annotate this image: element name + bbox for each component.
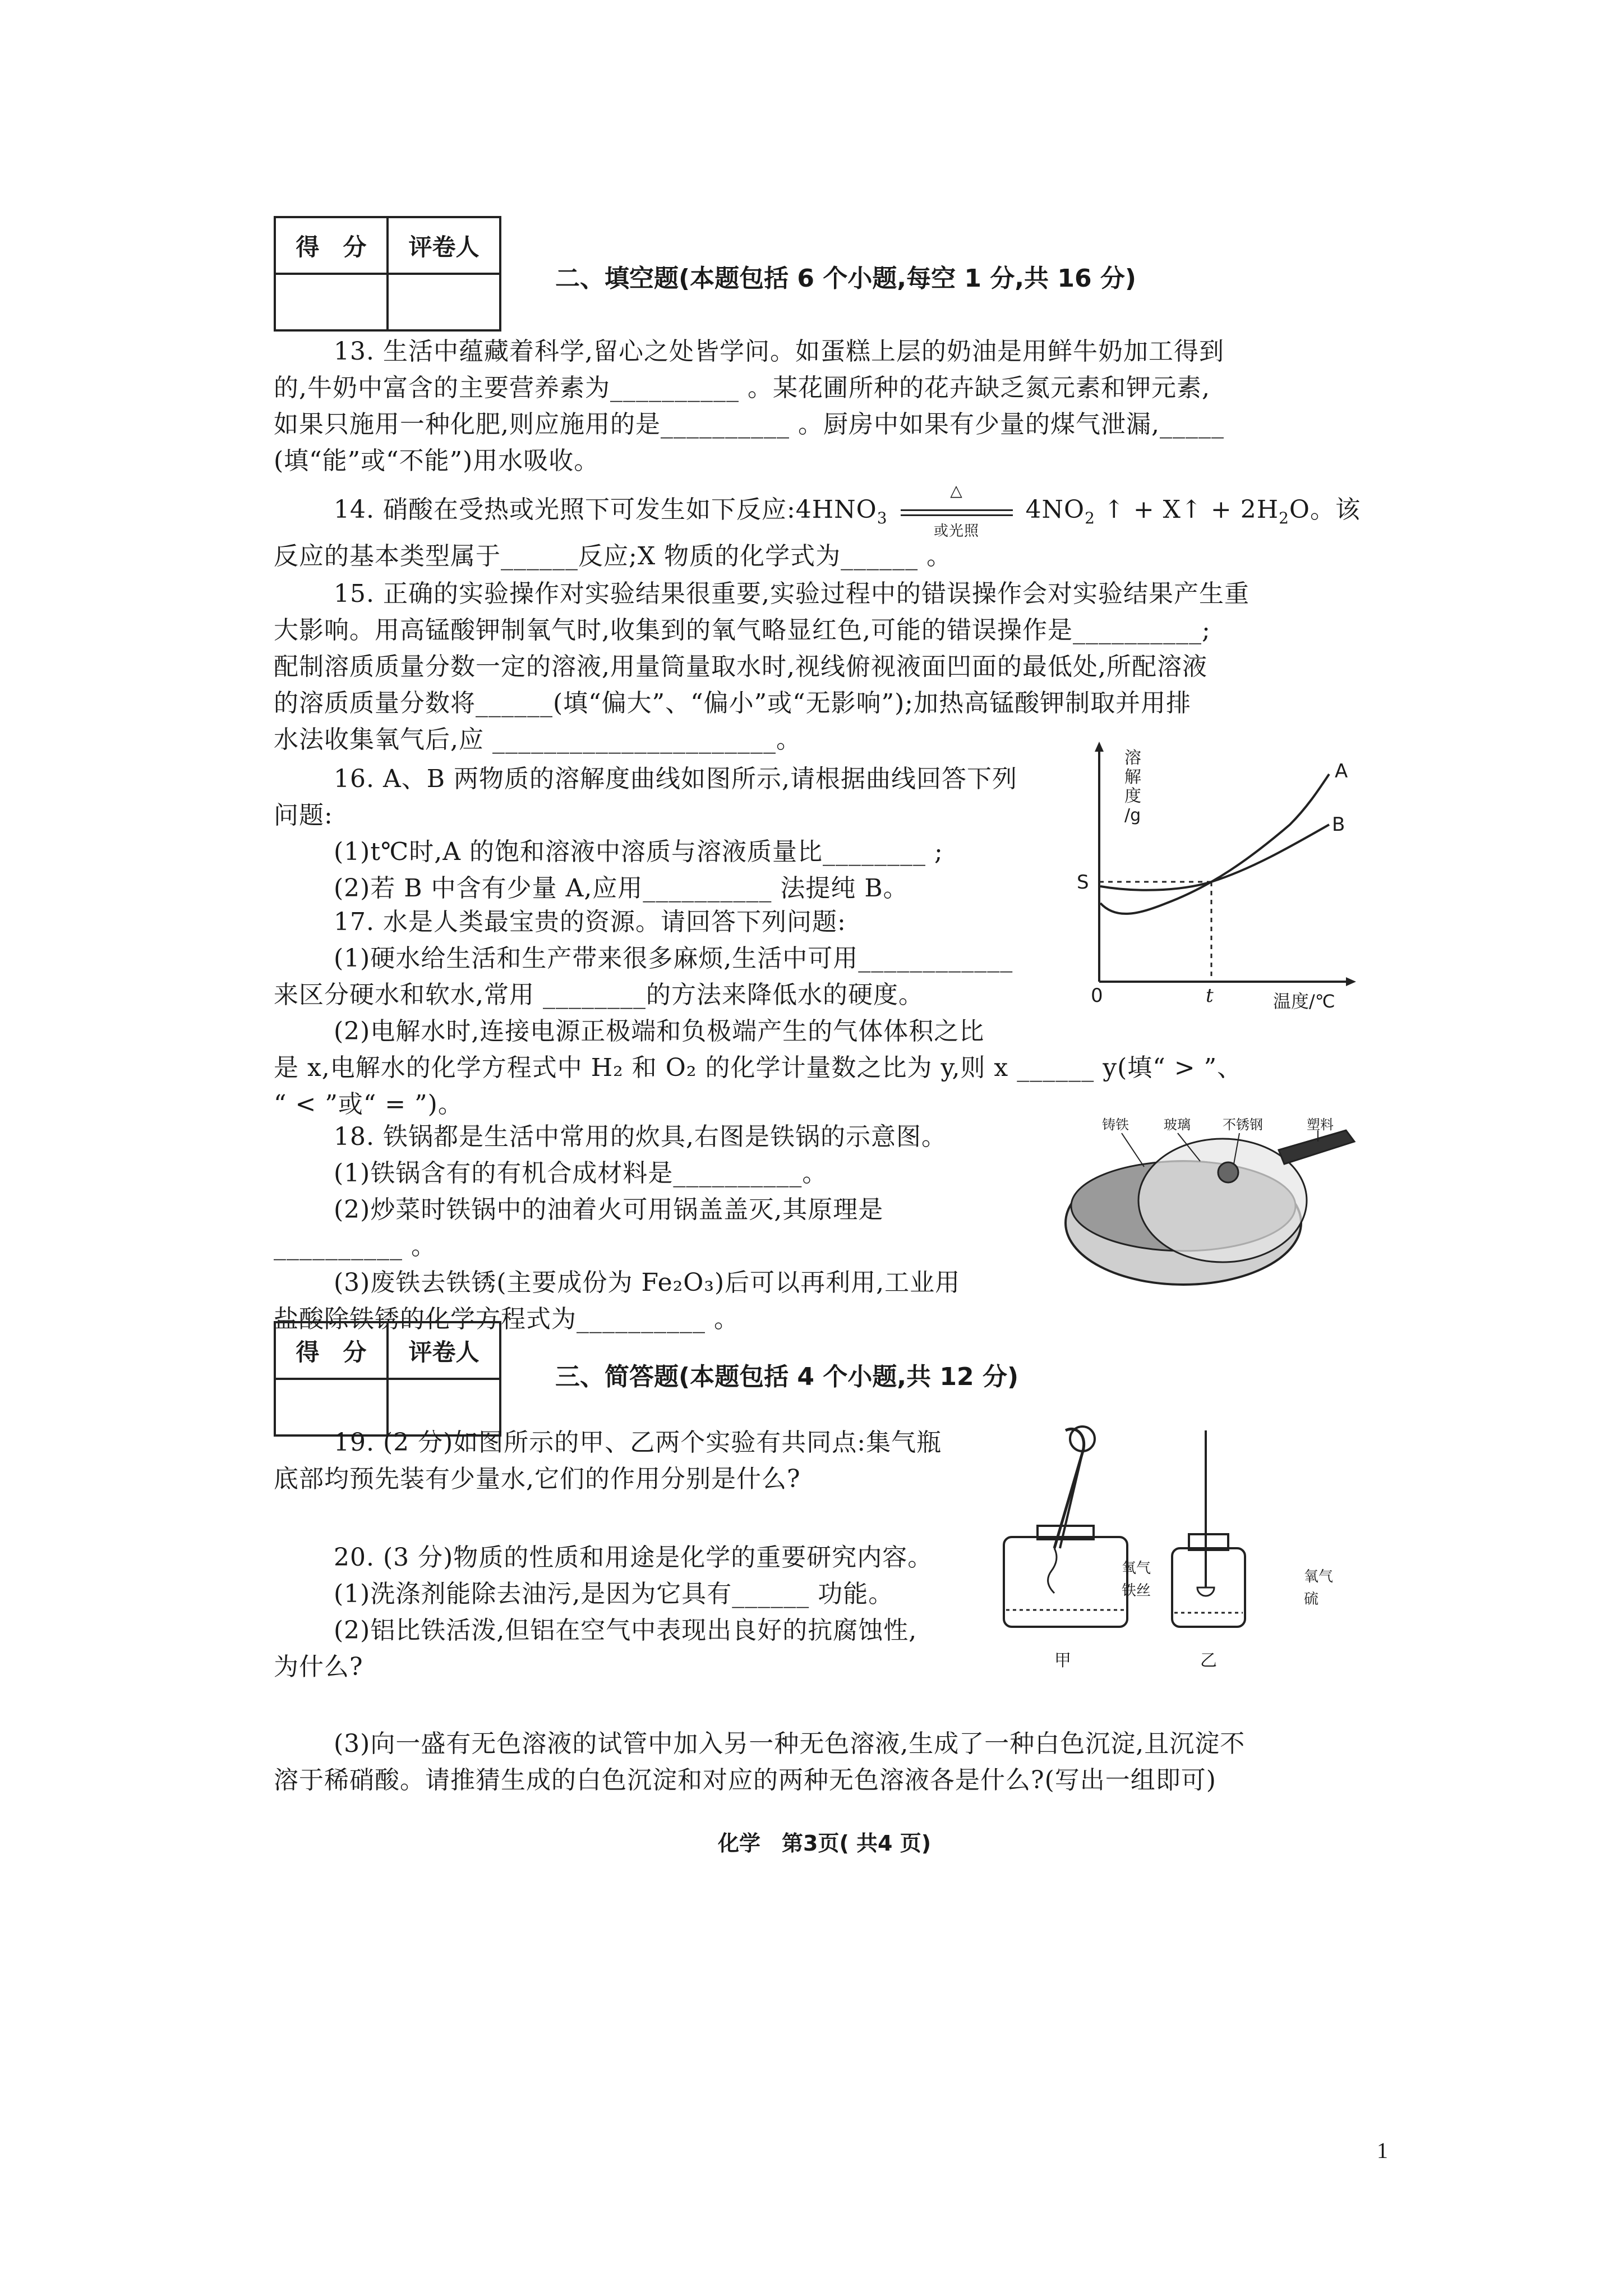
q15-line1: 15. 正确的实验操作对实验结果很重要,实验过程中的错误操作会对实验结果产生重 — [334, 579, 1249, 608]
q19-line1: 19. (2 分)如图所示的甲、乙两个实验有共同点:集气瓶 — [334, 1428, 942, 1457]
score-table-2 — [274, 1321, 501, 1437]
q20-line4: 为什么? — [274, 1653, 363, 1681]
label-line-1 — [1122, 1133, 1144, 1167]
pan-label-steel: 不锈钢 — [1223, 1117, 1263, 1133]
q14-post2: ↑ + X↑ + 2H — [1103, 495, 1279, 524]
pan-label-plastic: 塑料 — [1307, 1117, 1334, 1133]
wok-figure — [1054, 1116, 1368, 1296]
graph-ylabel: 溶解度/g — [1124, 748, 1141, 825]
q13-line4: (填“能”或“不能”)用水吸收。 — [274, 447, 600, 475]
wok-handle — [1279, 1130, 1354, 1164]
page-number: 1 — [1377, 2138, 1388, 2163]
q14-pre: 14. 硝酸在受热或光照下可发生如下反应:4HNO — [334, 495, 877, 524]
jia-fe-label: 铁丝 — [1122, 1582, 1151, 1599]
tongs — [1054, 1429, 1084, 1548]
score-cell — [275, 274, 388, 330]
graph-xlabel: 温度/℃ — [1273, 991, 1335, 1012]
q14-post3: O。该 — [1289, 495, 1361, 524]
curve-a-label: A — [1335, 760, 1348, 783]
q20-line5: (3)向一盛有无色溶液的试管中加入另一种无色溶液,生成了一种白色沉淀,且沉淀不 — [334, 1729, 1246, 1758]
q16-line1: 16. A、B 两物质的溶解度曲线如图所示,请根据曲线回答下列 — [334, 765, 1018, 793]
q14-line2: 反应的基本类型属于______反应;X 物质的化学式为______ 。 — [274, 542, 952, 570]
q18-line6: 盐酸除铁锈的化学方程式为__________ 。 — [274, 1305, 739, 1333]
q17-line3: 来区分硬水和软水,常用 ________的方法来降低水的硬度。 — [274, 981, 924, 1009]
graph-t-label: t — [1206, 984, 1214, 1007]
q19-line2: 底部均预先装有少量水,它们的作用分别是什么? — [274, 1465, 801, 1493]
score-header: 得 分 — [275, 217, 388, 274]
score-header: 得 分 — [275, 1322, 388, 1379]
lid-knob — [1218, 1162, 1238, 1182]
q16-line2: 问题: — [274, 801, 333, 830]
x-axis-arrow — [1346, 977, 1356, 986]
q15-line3: 配制溶质质量分数一定的溶液,用量筒量取水时,视线俯视液面凹面的最低处,所配溶液 — [274, 652, 1207, 681]
q20-line1: 20. (3 分)物质的性质和用途是化学的重要研究内容。 — [334, 1543, 933, 1572]
q17-line5: 是 x,电解水的化学方程式中 H₂ 和 O₂ 的化学计量数之比为 y,则 x ______ y(填“ > ”、 — [274, 1053, 1243, 1082]
equals-line-2 — [901, 514, 1013, 516]
q18-line5: (3)废铁去铁锈(主要成份为 Fe₂O₃)后可以再利用,工业用 — [334, 1268, 961, 1297]
equals-line — [901, 509, 1013, 511]
pan-label-castiron: 铸铁 — [1102, 1117, 1129, 1133]
section-2-title: 二、填空题(本题包括 6 个小题,每空 1 分,共 16 分) — [555, 264, 1137, 293]
y-axis-arrow — [1095, 742, 1104, 752]
pan-label-glass: 玻璃 — [1164, 1117, 1191, 1133]
q20-line6: 溶于稀硝酸。请推猜生成的白色沉淀和对应的两种无色溶液各是什么?(写出一组即可) — [274, 1766, 1216, 1795]
tongs-arm — [1060, 1453, 1082, 1548]
q16-line3: (1)t℃时,A 的饱和溶液中溶质与溶液质量比________ ; — [334, 838, 943, 866]
combustion-spoon — [1197, 1588, 1214, 1596]
q13-line1: 13. 生活中蕴藏着科学,留心之处皆学问。如蛋糕上层的奶油是用鲜牛奶加工得到 — [334, 337, 1224, 366]
section-3-title: 三、简答题(本题包括 4 个小题,共 12 分) — [555, 1363, 1019, 1391]
q17-line6: “ < ”或“ = ”)。 — [274, 1090, 463, 1119]
solubility-graph — [1066, 735, 1357, 1027]
yi-o2-label: 氧气 — [1304, 1568, 1334, 1585]
page-footer: 化学 第3页( 共4 页) — [718, 1831, 932, 1856]
bottles-figure — [998, 1419, 1335, 1638]
curve-b — [1100, 825, 1329, 890]
jia-o2-label: 氧气 — [1122, 1560, 1151, 1577]
reaction-condition — [901, 481, 1013, 540]
q18-line2: (1)铁锅含有的有机合成材料是__________。 — [334, 1159, 828, 1188]
jia-label: 甲 — [1054, 1651, 1071, 1671]
yi-label: 乙 — [1200, 1651, 1217, 1671]
iron-wire — [1048, 1548, 1057, 1593]
yi-s-label: 硫 — [1304, 1591, 1319, 1608]
q14-post1: 4NO — [1025, 495, 1085, 524]
q17-line1: 17. 水是人类最宝贵的资源。请回答下列问题: — [334, 908, 846, 936]
q20-line3: (2)铝比铁活泼,但铝在空气中表现出良好的抗腐蚀性, — [334, 1616, 917, 1645]
q18-line3: (2)炒菜时铁锅中的油着火可用锅盖盖灭,其原理是 — [334, 1195, 884, 1224]
q14-line1 — [334, 481, 1361, 540]
q20-line2: (1)洗涤剂能除去油污,是因为它具有______ 功能。 — [334, 1580, 894, 1608]
q14-sub2b: 2 — [1279, 508, 1289, 527]
score-table-1 — [274, 216, 501, 332]
graph-s-label: S — [1077, 871, 1089, 894]
grader-header: 评卷人 — [388, 217, 500, 274]
q18-line4: __________ 。 — [274, 1232, 436, 1260]
q15-line4: 的溶质质量分数将______(填“偏大”、“偏小”或“无影响”);加热高锰酸钾制取并用排 — [274, 689, 1192, 717]
q14-sub3: 3 — [877, 508, 888, 527]
light-condition: 或光照 — [934, 522, 980, 540]
q16-line4: (2)若 B 中含有少量 A,应用__________ 法提纯 B。 — [334, 874, 909, 903]
jia-bottle — [1004, 1537, 1127, 1627]
q18-line1: 18. 铁锅都是生活中常用的炊具,右图是铁锅的示意图。 — [334, 1122, 947, 1151]
heat-symbol: △ — [950, 481, 963, 500]
q17-line2: (1)硬水给生活和生产带来很多麻烦,生活中可用____________ — [334, 944, 1013, 973]
grader-header: 评卷人 — [388, 1322, 500, 1379]
graph-origin: 0 — [1091, 984, 1103, 1007]
q13-line2: 的,牛奶中富含的主要营养素为__________ 。某花圃所种的花卉缺乏氮元素和钾元素, — [274, 374, 1210, 402]
q17-line4: (2)电解水时,连接电源正极端和负极端产生的气体体积之比 — [334, 1017, 985, 1046]
q14-sub2a: 2 — [1085, 508, 1095, 527]
q15-line5: 水法收集氧气后,应 ______________________。 — [274, 725, 801, 754]
q15-line2: 大影响。用高锰酸钾制氧气时,收集到的氧气略显红色,可能的错误操作是__________; — [274, 616, 1211, 645]
grader-cell — [388, 274, 500, 330]
curve-b-label: B — [1332, 813, 1345, 836]
q13-line3: 如果只施用一种化肥,则应施用的是__________ 。厨房中如果有少量的煤气泄漏,_____ — [274, 410, 1224, 439]
